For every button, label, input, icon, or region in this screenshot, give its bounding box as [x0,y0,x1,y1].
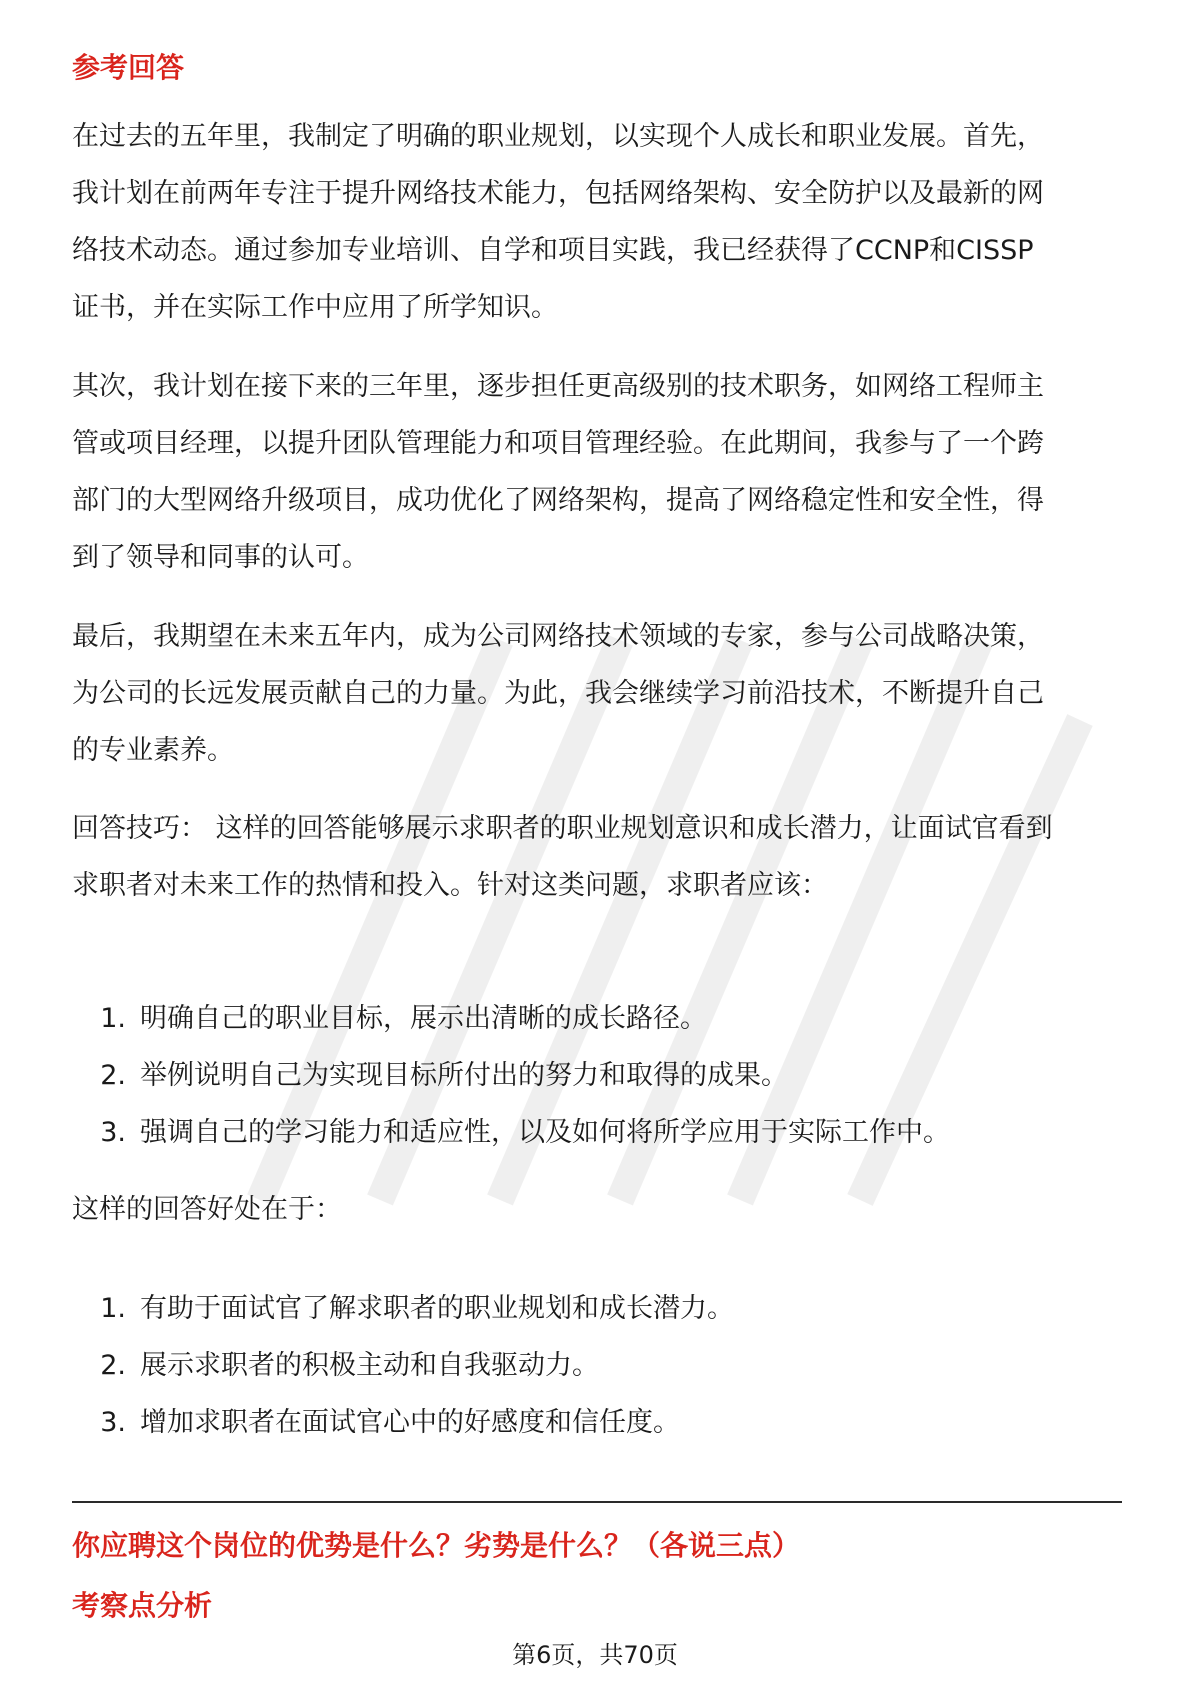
benefits-intro [72,1181,1122,1238]
text-line: 为公司的长远发展贡献自己的力量。为此，我会继续学习前沿技术，不断提升自己 [72,678,1044,709]
text-line: 这样的回答好处在于： [72,1194,342,1225]
analysis-heading: 考察点分析 [72,1589,213,1622]
next-question-heading: 你应聘这个岗位的优势是什么？劣势是什么？（各说三点） [72,1529,801,1562]
list-number: 3. [100,1407,126,1438]
text-line: 管或项目经理，以提升团队管理能力和项目管理经验。在此期间，我参与了一个跨 [72,428,1044,459]
list-item [72,1394,1122,1451]
text-line: 我计划在前两年专注于提升网络技术能力，包括网络架构、安全防护以及最新的网 [72,178,1044,209]
list-item [72,990,1122,1047]
list-item [72,1104,1122,1161]
reference-answer-heading: 参考回答 [72,51,185,84]
text-line: 最后，我期望在未来五年内，成为公司网络技术领域的专家，参与公司战略决策， [72,621,1044,652]
text-line: 在过去的五年里，我制定了明确的职业规划，以实现个人成长和职业发展。首先， [72,121,1044,152]
section-divider [72,1501,1122,1503]
list-item [72,1337,1122,1394]
text-line: 证书，并在实际工作中应用了所学知识。 [72,292,558,323]
list-number: 2. [100,1350,126,1381]
list-number: 3. [100,1117,126,1148]
list-text: 增加求职者在面试官心中的好感度和信任度。 [140,1407,680,1438]
list-text: 举例说明自己为实现目标所付出的努力和取得的成果。 [140,1060,788,1091]
list-text: 有助于面试官了解求职者的职业规划和成长潜力。 [140,1293,734,1324]
list-text: 展示求职者的积极主动和自我驱动力。 [140,1350,599,1381]
list-text: 强调自己的学习能力和适应性，以及如何将所学应用于实际工作中。 [140,1117,950,1148]
tips-list [72,990,1122,1161]
tips-paragraph [72,800,1122,914]
text-line: 求职者对未来工作的热情和投入。针对这类问题，求职者应该： [72,870,828,901]
text-line: 部门的大型网络升级项目，成功优化了网络架构，提高了网络稳定性和安全性，得 [72,485,1044,516]
benefits-list [72,1280,1122,1451]
paragraph-2 [72,358,1122,586]
text-line: 其次，我计划在接下来的三年里，逐步担任更高级别的技术职务，如网络工程师主 [72,371,1044,402]
list-number: 2. [100,1060,126,1091]
page-footer: 第6页，共70页 [512,1641,678,1669]
list-number: 1. [100,1003,126,1034]
list-text: 明确自己的职业目标，展示出清晰的成长路径。 [140,1003,707,1034]
text-line: 回答技巧： 这样的回答能够展示求职者的职业规划意识和成长潜力，让面试官看到 [72,813,1053,844]
text-line: 络技术动态。通过参加专业培训、自学和项目实践，我已经获得了CCNP和CISSP [72,235,1034,266]
text-line: 的专业素养。 [72,735,234,766]
paragraph-3 [72,608,1122,779]
list-item [72,1047,1122,1104]
paragraph-1 [72,108,1122,336]
text-line: 到了领导和同事的认可。 [72,542,369,573]
list-item [72,1280,1122,1337]
list-number: 1. [100,1293,126,1324]
